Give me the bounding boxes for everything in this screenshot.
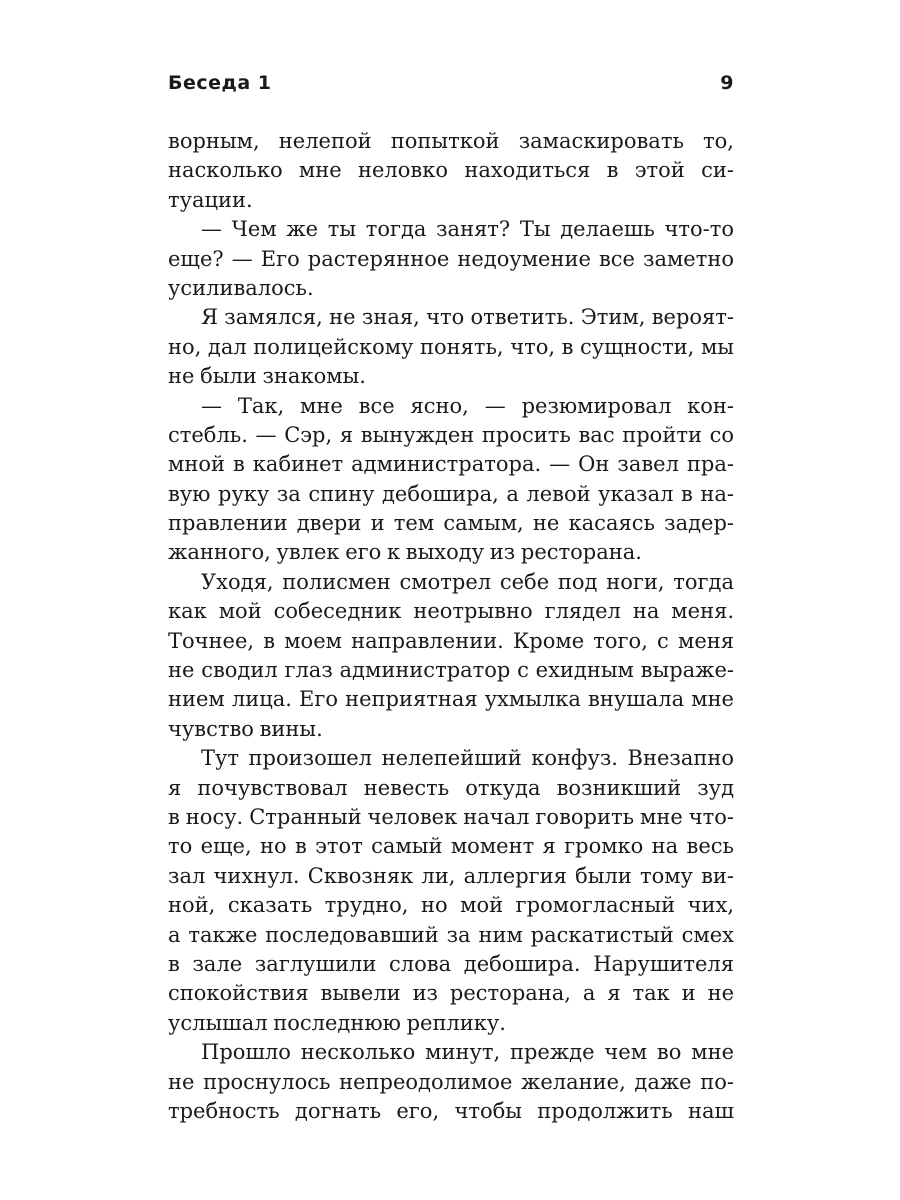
text-line: правлении двери и тем самым, не касаясь задер-	[168, 511, 734, 536]
text-line: в зале заглушили слова дебошира. Нарушителя	[168, 951, 734, 976]
text-line: Точнее, в моем направлении. Кроме того, с меня	[168, 628, 734, 653]
text-line: не проснулось непреодолимое желание, даже по-	[168, 1069, 734, 1094]
paragraph	[168, 568, 734, 744]
paragraph	[168, 127, 734, 215]
text-line: вую руку за спину дебошира, а левой указал в на-	[168, 481, 734, 506]
text-line: ворным, нелепой попыткой замаскировать то,	[168, 129, 734, 153]
page-number: 9	[720, 72, 734, 94]
text-line: зал чихнул. Сквозняк ли, аллергия были тому ви-	[168, 863, 734, 888]
paragraph	[168, 215, 734, 303]
paragraph	[168, 744, 734, 1038]
text-line: жанного, увлек его к выходу из ресторана.	[168, 540, 642, 565]
text-line: не были знакомы.	[168, 364, 366, 389]
text-line: Я замялся, не зная, что ответить. Этим, вероят-	[201, 305, 734, 330]
text-line: усиливалось.	[168, 275, 314, 300]
text-line: в носу. Странный человек начал говорить мне что-	[168, 804, 734, 829]
text-line: а также последовавший за ним раскатистый смех	[168, 922, 734, 947]
paragraph	[168, 392, 734, 568]
paragraph	[168, 1038, 734, 1126]
text-line: требность догнать его, чтобы продолжить наш	[168, 1098, 734, 1123]
text-line: Уходя, полисмен смотрел себе под ноги, тогда	[201, 569, 734, 594]
text-line: но, дал полицейскому понять, что, в сущности, мы	[168, 334, 734, 359]
chapter-title: Беседа 1	[168, 72, 272, 94]
text-line: стебль. — Сэр, я вынужден просить вас пройти со	[168, 422, 734, 447]
text-line: не сводил глаз администратор с ехидным выраже-	[168, 658, 734, 683]
text-line: туации.	[168, 187, 253, 212]
text-line: чувство вины.	[168, 716, 323, 741]
body-text	[168, 127, 734, 1126]
paragraph	[168, 303, 734, 391]
text-line: — Чем же ты тогда занят? Ты делаешь что-то	[201, 217, 734, 242]
text-line: спокойствия вывели из ресторана, а я так и не	[168, 981, 734, 1006]
text-line: я почувствовал невесть откуда возникший зуд	[168, 775, 734, 800]
text-line: насколько мне неловко находиться в этой си-	[168, 158, 734, 183]
text-line: мной в кабинет администратора. — Он завел пра-	[168, 452, 734, 477]
text-line: как мой собеседник неотрывно глядел на меня.	[168, 599, 734, 624]
text-line: ной, сказать трудно, но мой громогласный чих,	[168, 893, 734, 918]
text-line: услышал последнюю реплику.	[168, 1010, 506, 1035]
text-line: — Так, мне все ясно, — резюмировал кон-	[201, 393, 734, 418]
text-line: нием лица. Его неприятная ухмылка внушала мне	[168, 687, 734, 712]
running-header	[168, 72, 734, 104]
text-line: то еще, но в этот самый момент я громко на весь	[168, 834, 734, 859]
text-line: Тут произошел нелепейший конфуз. Внезапно	[201, 746, 734, 771]
text-line: Прошло несколько минут, прежде чем во мне	[201, 1040, 734, 1065]
text-line: еще? — Его растерянное недоумение все заметно	[168, 246, 734, 271]
